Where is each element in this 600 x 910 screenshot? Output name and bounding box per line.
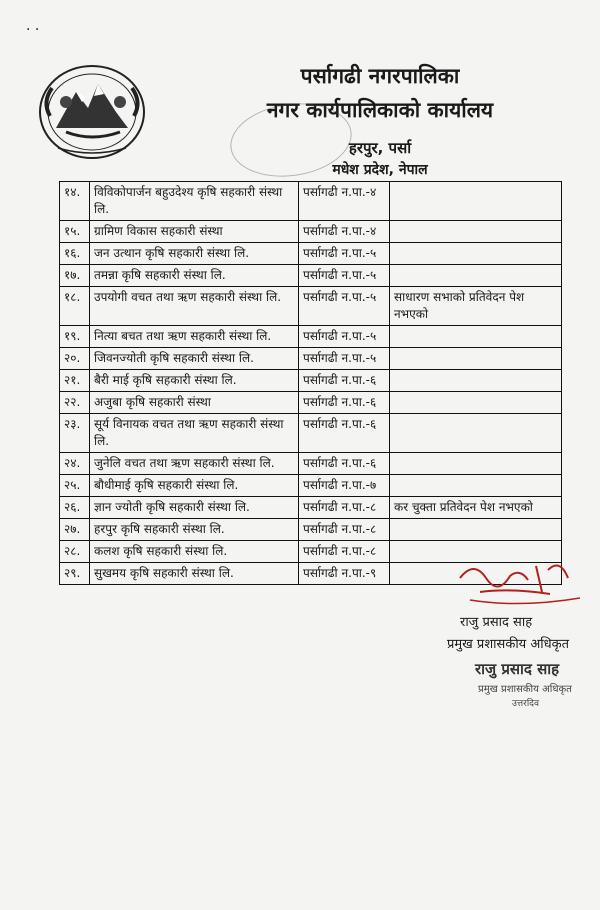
row-remark	[390, 453, 562, 475]
row-serial: २१.	[60, 370, 90, 392]
row-cooperative-name: उपयोगी वचत तथा ऋण सहकारी संस्था लि.	[90, 287, 299, 326]
row-remark	[390, 348, 562, 370]
row-remark	[390, 221, 562, 243]
row-remark: कर चुक्ता प्रतिवेदन पेश नभएको	[390, 497, 562, 519]
row-serial: १४.	[60, 182, 90, 221]
signature-icon	[440, 548, 590, 618]
table-row	[60, 326, 562, 348]
row-remark	[390, 243, 562, 265]
row-cooperative-name: विविकोपार्जन बहुउदेश्य कृषि सहकारी संस्था लि.	[90, 182, 299, 221]
row-cooperative-name: हरपुर कृषि सहकारी संस्था लि.	[90, 519, 299, 541]
row-cooperative-name: अजुबा कृषि सहकारी संस्था	[90, 392, 299, 414]
row-serial: २९.	[60, 563, 90, 585]
row-serial: २६.	[60, 497, 90, 519]
row-municipality: पर्सागढी न.पा.-४	[299, 182, 390, 221]
table-row	[60, 265, 562, 287]
row-cooperative-name: नित्या बचत तथा ऋण सहकारी संस्था लि.	[90, 326, 299, 348]
row-municipality: पर्सागढी न.पा.-८	[299, 519, 390, 541]
row-cooperative-name: जुनेलि वचत तथा ऋण सहकारी संस्था लि.	[90, 453, 299, 475]
table-row	[60, 348, 562, 370]
row-cooperative-name: बौधीमाई कृषि सहकारी संस्था लि.	[90, 475, 299, 497]
row-remark: साधारण सभाको प्रतिवेदन पेश नभएको	[390, 287, 562, 326]
stamp-subtitle: उत्तरदिव	[512, 699, 539, 709]
row-serial: २०.	[60, 348, 90, 370]
row-remark	[390, 519, 562, 541]
table-row	[60, 182, 562, 221]
table-row	[60, 453, 562, 475]
table-row	[60, 497, 562, 519]
office-province: मधेश प्रदेश, नेपाल	[332, 162, 428, 178]
table-row	[60, 392, 562, 414]
row-serial: २५.	[60, 475, 90, 497]
row-serial: १५.	[60, 221, 90, 243]
stamp-name: राजु प्रसाद साह	[475, 660, 560, 678]
row-municipality: पर्सागढी न.पा.-५	[299, 348, 390, 370]
row-remark	[390, 414, 562, 453]
row-cooperative-name: ज्ञान ज्योती कृषि सहकारी संस्था लि.	[90, 497, 299, 519]
row-remark	[390, 370, 562, 392]
row-serial: २४.	[60, 453, 90, 475]
row-municipality: पर्सागढी न.पा.-६	[299, 414, 390, 453]
office-title: नगर कार्यपालिकाको कार्यालय	[266, 98, 494, 122]
row-municipality: पर्सागढी न.पा.-५	[299, 265, 390, 287]
row-cooperative-name: कलश कृषि सहकारी संस्था लि.	[90, 541, 299, 563]
row-cooperative-name: सुखमय कृषि सहकारी संस्था लि.	[90, 563, 299, 585]
table-row	[60, 287, 562, 326]
row-cooperative-name: जिवनज्योती कृषि सहकारी संस्था लि.	[90, 348, 299, 370]
row-cooperative-name: बैरी माई कृषि सहकारी संस्था लि.	[90, 370, 299, 392]
table-row	[60, 475, 562, 497]
row-serial: २८.	[60, 541, 90, 563]
row-municipality: पर्सागढी न.पा.-९	[299, 563, 390, 585]
row-cooperative-name: सूर्य विनायक वचत तथा ऋण सहकारी संस्था लि.	[90, 414, 299, 453]
table-row	[60, 370, 562, 392]
corner-marks: · ·	[26, 22, 40, 38]
office-address: हरपुर, पर्सा	[348, 139, 412, 157]
row-remark	[390, 475, 562, 497]
cooperative-table	[59, 181, 562, 585]
row-serial: १७.	[60, 265, 90, 287]
row-remark	[390, 265, 562, 287]
row-serial: १६.	[60, 243, 90, 265]
stamp-designation: प्रमुख प्रशासकीय अधिकृत	[478, 684, 572, 695]
row-remark	[390, 326, 562, 348]
signatory-designation: प्रमुख प्रशासकीय अधिकृत	[447, 637, 570, 652]
office-name: पर्सागढी नगरपालिका	[300, 64, 460, 88]
table-row	[60, 519, 562, 541]
row-municipality: पर्सागढी न.पा.-५	[299, 243, 390, 265]
row-serial: २३.	[60, 414, 90, 453]
row-remark	[390, 392, 562, 414]
row-municipality: पर्सागढी न.पा.-८	[299, 497, 390, 519]
row-remark	[390, 182, 562, 221]
row-serial: २७.	[60, 519, 90, 541]
row-municipality: पर्सागढी न.पा.-६	[299, 392, 390, 414]
table-row	[60, 414, 562, 453]
row-cooperative-name: तमन्ना कृषि सहकारी संस्था लि.	[90, 265, 299, 287]
row-municipality: पर्सागढी न.पा.-६	[299, 370, 390, 392]
row-cooperative-name: ग्रामिण विकास सहकारी संस्था	[90, 221, 299, 243]
row-serial: १८.	[60, 287, 90, 326]
row-municipality: पर्सागढी न.पा.-५	[299, 287, 390, 326]
row-cooperative-name: जन उत्थान कृषि सहकारी संस्था लि.	[90, 243, 299, 265]
signatory-name: राजु प्रसाद साह	[460, 615, 533, 630]
row-serial: १९.	[60, 326, 90, 348]
row-municipality: पर्सागढी न.पा.-८	[299, 541, 390, 563]
row-serial: २२.	[60, 392, 90, 414]
row-municipality: पर्सागढी न.पा.-६	[299, 453, 390, 475]
row-municipality: पर्सागढी न.पा.-७	[299, 475, 390, 497]
table-row	[60, 243, 562, 265]
row-municipality: पर्सागढी न.पा.-५	[299, 326, 390, 348]
row-municipality: पर्सागढी न.पा.-४	[299, 221, 390, 243]
table-row	[60, 221, 562, 243]
